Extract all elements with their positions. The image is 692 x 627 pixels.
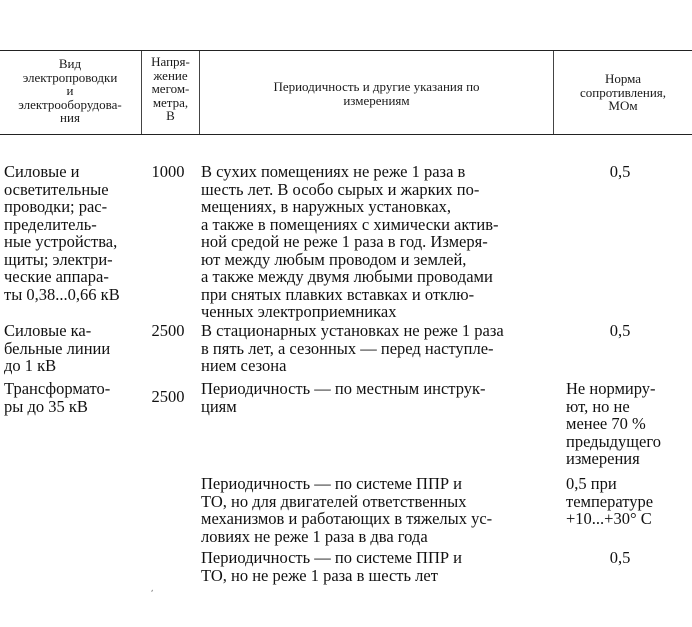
row1-voltage: 1000 xyxy=(151,162,185,181)
row3-periodicity: Периодичность — по местным инструк- циям xyxy=(201,379,486,416)
row1-norm: 0,5 xyxy=(609,162,631,181)
header-bottom-rule xyxy=(0,134,692,135)
row5-periodicity: Периодичность — по системе ППР и ТО, но не реже 1 раза в шесть лет xyxy=(201,548,462,585)
row1-periodicity: В сухих помещениях не реже 1 раза в шесть лет. В особо сырых и жарких по- мещениях, в наружных установках, а также в помещениях с химически актив- ной средой не реже 1 раза в год. Измеря- ют между любым проводом и землей, а также между двумя любыми проводами при снятых плавких вставках и отклю- ченных электроприемниках xyxy=(201,162,499,321)
table-top-rule xyxy=(0,50,692,51)
header-equipment-type: Вид электропроводки и электрооборудова- ния xyxy=(18,56,122,125)
header-periodicity: Периодичность и другие указания по измерениям xyxy=(273,79,480,108)
row5-norm: 0,5 xyxy=(609,548,631,567)
row2-equipment: Силовые ка- бельные линии до 1 кВ xyxy=(4,321,111,375)
row3-voltage: 2500 xyxy=(151,387,185,406)
stray-scan-mark: ͵ xyxy=(150,578,154,592)
row1-equipment: Силовые и осветительные проводки; рас- пределитель- ные устройства, щиты; электри- ческие аппара- ты 0,38...0,66 кВ xyxy=(4,162,120,304)
row2-voltage: 2500 xyxy=(151,321,185,340)
row2-norm: 0,5 xyxy=(609,321,631,340)
header-resistance-norm: Норма сопротивления, МОм xyxy=(579,71,667,113)
row4-periodicity: Периодичность — по системе ППР и ТО, но для двигателей ответственных механизмов и работающих в тяжелых ус- ловиях не реже 1 раза в два года xyxy=(201,474,493,546)
row4-norm: 0,5 при температуре +10...+30° С xyxy=(566,474,654,528)
row3-norm: Не нормиру- ют, но не менее 70 % предыдущего измерения xyxy=(566,379,661,468)
row3-equipment: Трансформато- ры до 35 кВ xyxy=(4,379,111,416)
header-megohmmeter-voltage: Напря- жение мегом- метра, В xyxy=(151,54,190,123)
row2-periodicity: В стационарных установках не реже 1 раза в пять лет, а сезонных — перед наступле- нием сезона xyxy=(201,321,504,375)
